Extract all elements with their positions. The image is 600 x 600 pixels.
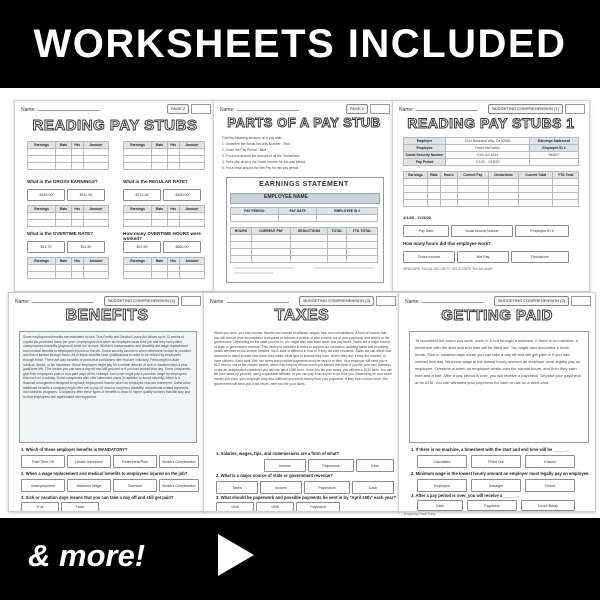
answer-option[interactable]: Paperwork — [304, 481, 350, 494]
worksheet-title: READING PAY STUBS 1 — [407, 115, 575, 131]
answer-option[interactable]: Net Pay — [457, 251, 509, 263]
name-field-label: Name: — [220, 105, 299, 113]
page-badge: BUDGETING COMPREHENSION (1) — [488, 104, 563, 114]
answer-option[interactable]: Employee ID # — [515, 225, 569, 237]
answer-option[interactable]: Paid Time Off — [21, 455, 65, 468]
bottom-banner-text: & more! — [28, 538, 146, 573]
answer-option[interactable]: Cash — [352, 481, 394, 494]
answer-option[interactable]: Deductions — [511, 251, 569, 263]
name-field-label: Name: — [15, 297, 94, 305]
question-1: 1. Salaries, wages, tips, and commissions are a form of what? — [216, 451, 340, 456]
bottom-banner — [0, 518, 600, 600]
answer-option[interactable]: Social Security Number — [451, 225, 513, 237]
answer-option[interactable]: Paperwork — [308, 459, 354, 472]
answer-option[interactable]: Erased — [525, 455, 575, 468]
pay-stub-heading: EARNINGS STATEMENT — [259, 181, 349, 188]
logo-mark — [370, 104, 390, 114]
page-badge: BUDGETING COMPREHENSION (4) — [104, 296, 179, 306]
answer-option[interactable]: Unemployment — [21, 479, 65, 492]
employer-table: Employer 1234 Business Way, Ca 92880 Earnings Statement Employee Feree McCarthy Employee ID # Social Security Number XXX-XX-1234 984827 Pay Period 1/1/20 - 1/15/20 — [403, 137, 579, 166]
passage-text: To document the hours you work, clock in & out through a machine. If there is no machine, a timesheet with the start and end time will be filled out. You might also document a lunch break. Sick or vacation days mean you can take a day off and still get paid or if you had worked that day. Minimum wage is the lowest hourly amount an employer must legally pay an employee. Overtime is when an employee works over the normal hours, and then they earn time and a half. After a pay period is over, you will receive a paycheck. Deposit your paycheck at an ATM. You can withdraw your paycheck for cash or use on a debit card. — [415, 338, 581, 385]
answer-option[interactable]: Cash — [417, 500, 463, 511]
page-badge: BUDGETING COMPREHENSION (2) — [494, 296, 569, 306]
answer-option[interactable]: 1099 — [256, 502, 294, 512]
earnings-table: Earnings Rate Hrs Amount — [27, 141, 109, 170]
instruction-2: 2. Circle the Pay Period - Blue — [222, 148, 267, 152]
answer-option[interactable]: Income — [260, 481, 302, 494]
answer-option[interactable]: $660.00 — [163, 241, 201, 253]
logo-mark — [571, 296, 591, 306]
answer-option[interactable]: 1040 — [216, 502, 254, 512]
question-2: 2. What is a major source of state or government revenue? — [216, 473, 333, 478]
instruction-5: 5. Put a heart around the Net Pay for this pay period. — [222, 166, 300, 170]
question-2: 2. When a wage replacement and medical benefits to employees injured on the job? — [21, 471, 188, 476]
answer-option[interactable]: Manager — [471, 479, 521, 492]
hours-table: HOURS CURRENT PAY DEDUCTIONS TOTAL YTD TOTAL — [230, 227, 378, 263]
answer-option[interactable]: Health Insurance — [67, 455, 111, 468]
answer-option[interactable]: Lunch Break — [521, 500, 575, 511]
worksheet-reading-pay-stubs[interactable] — [14, 100, 216, 292]
question-2: What is the REGULAR RATE? — [123, 179, 188, 184]
answer-option[interactable]: $460.00 — [163, 189, 201, 201]
page-badge: PAGE 2 — [167, 104, 189, 114]
answer-option[interactable]: Pay Date — [403, 225, 449, 237]
top-banner — [0, 0, 600, 88]
page-badge: PAGE 1 — [346, 104, 368, 114]
name-field-label: Name: — [21, 105, 100, 113]
earnings-table: Earnings Rate Hrs Amount — [123, 257, 205, 279]
answer-option[interactable]: Worker's Compensation — [159, 479, 199, 492]
name-field-label: Name: — [405, 297, 484, 305]
answer-option[interactable]: Filled Out — [471, 455, 521, 468]
answer-option[interactable]: $712.38 — [123, 189, 161, 201]
answer-option[interactable]: Calculated — [417, 455, 467, 468]
earnings-detail-table: Earnings Rate Hours Current Pay Deductions Current Total YTD Total — [403, 171, 579, 207]
answer-option[interactable]: Cash — [356, 459, 394, 472]
page-badge: BUDGETING COMPREHENSION (3) — [299, 296, 374, 306]
earnings-table: Earnings Rate Hrs Amount — [123, 141, 205, 170]
question-3: 3. What should be paperwork and possible payments be sent in by "April 15th" each year? — [216, 495, 396, 500]
answer-option[interactable]: Gross Income — [403, 251, 455, 263]
answer-option[interactable]: Employee — [417, 479, 467, 492]
question-1: What is the GROSS EARNINGS? — [27, 179, 98, 184]
question-3: 3. After a pay period is over, you will receive a ______. — [411, 493, 519, 498]
answer-option[interactable]: Retirement Plan — [113, 455, 157, 468]
worksheet-taxes[interactable] — [203, 292, 401, 512]
question-1: 1. Which of these employer benefits is MANDATORY? — [21, 447, 128, 452]
passage-text: Some employment benefits are mandated by law. This Family and Medical Leave Act allows up to 12 weeks of unpaid job-protected leave per year. Unemployment is when an employee loses their job and they can collect unemployment benefits (payment) while out of work. Worker's compensation and disability are wage replacement and medical benefits to employees injured on the job. Social security income is when retirement income is provided and this is funded through taxes. All of these benefits have qualifications in order to be utilized by employees through these. There are also benefits or perks that companies offer that are voluntary. Perks might include medical, dental, or life insurance. Some employers might pay for a certain amount of sick or vacation days a year (paid time off). This means you can take a day off and still get paid or if you had worked that day. Some companies give their employees paid or non-paid days off for holidays, and some might pay a premium wage for employees that work on a holiday. Some companies also offer retirement plans (in addition to social security) which is a financial arrangement designed to replace employment income when an employee reaches retirement. Some other additional benefits a company might offer are to pay for short or long term disability, educational related expenses, and wellness programs. Companies offer these types of benefits to draw in higher quality workers that will stay and so that employees feel appreciated and supported. — [23, 335, 191, 399]
field-row-pay-period: 1/1/20 - 1/15/20 — [403, 215, 432, 220]
answer-option[interactable]: Income — [264, 459, 306, 472]
instruction-3: 3. Put a box around the Amount of all the Deductions. — [222, 154, 301, 158]
logo-mark — [376, 296, 396, 306]
worksheet-title: READING PAY STUBS — [32, 117, 198, 134]
answer-option[interactable]: $440.00 — [27, 189, 65, 201]
answer-option[interactable]: Friend — [525, 479, 575, 492]
logo-mark — [191, 104, 211, 114]
instruction-0: Find the following sections on a pay stub. — [222, 136, 283, 140]
arrow-right-icon — [218, 534, 254, 576]
employee-name-label: EMPLOYEE NAME — [264, 194, 308, 200]
answer-option[interactable]: $511.00 — [67, 189, 105, 201]
logo-mark — [565, 104, 585, 114]
answer-option[interactable]: Minimum Wage — [67, 479, 111, 492]
answer-option[interactable]: True — [21, 502, 59, 512]
question-hours: How many hours did this employee work? — [403, 241, 491, 246]
earnings-table: Earnings Rate Hrs Amount — [27, 205, 109, 227]
question-3: What is the OVERTIME RATE? — [27, 231, 94, 236]
pay-period-table: PAY PERIOD PAY DATE EMPLOYEE ID # — [230, 207, 378, 222]
worksheet-reading-pay-stubs-1[interactable] — [392, 100, 590, 292]
passage-text: When you work, you earn money. Income can consist of salaries, wages, tips, and commissions. A form of income that you will receive from an employer is required to subtract a portion of your income out of your paycheck and send it to the government. Depending on the state you live in, you might also owe state taxes and pay taxes. Taxes are a major source of state or government revenue. This money is collected in taxes to support our education, building roads and providing health services to low-income families. Such state is different in how or if they tax their residents. Sales tax can affect how someone is taxed include how much they make, what type of income they earn, where they live, if they are married, or have children. Each April 15th, tax forms and possible payments must be sent in or filed. Your employer will send you a W-2 form to use to file months before, which has a report of how much you earned that year. If you file your own business or are an independent contractor you will use get a 1099 form. Once you file your taxes, you will see a 1040 form. You can file your taxes by yourself, using a specialist website, or you can pay a tax expert to do it for you. Depending on how much money you earn, your employer may also withhold you some money from your paycheck. If they took out too much, the government will send you a tax return, after you file your taxes. — [214, 331, 392, 386]
earnings-table: Earnings Rate Hrs Amount — [123, 205, 205, 227]
question-1: 1. If there is no machine, a timesheet with the start and end time will be ______. — [411, 447, 569, 452]
worksheet-title: TAXES — [274, 307, 330, 324]
worksheet-getting-paid[interactable] — [398, 292, 596, 512]
answer-option[interactable]: Worker's Compensation — [159, 455, 199, 468]
name-field-label: Name: — [210, 297, 289, 305]
question-3: 3. Sick or vacation days means that you can take a day off and still get paid? — [21, 495, 174, 500]
worksheet-title: GETTING PAID — [441, 307, 553, 324]
note-text: MEDICARE, SOCIAL SECURITY, TAX & STATE TAX are what? — [403, 267, 493, 271]
answer-option[interactable]: $11.50 — [67, 241, 105, 253]
answer-option[interactable]: False — [61, 502, 99, 512]
question-4: How many OVERTIME HOURS were worked? — [123, 231, 201, 241]
footer-credit: Budgeting Made Easy — [404, 512, 436, 516]
worksheet-benefits[interactable] — [8, 292, 206, 512]
instruction-4: 4. Put a star around the Gross Income for this pay period. — [222, 160, 306, 164]
worksheet-parts-of-a-pay-stub[interactable] — [213, 100, 395, 292]
answer-option[interactable]: Paycheck — [296, 502, 340, 512]
question-2: 2. Minimum wage is the lowest hourly amount an employer must legally pay an employee. — [411, 471, 590, 476]
worksheet-title: BENEFITS — [65, 307, 149, 324]
top-banner-text: WORKSHEETS INCLUDED — [33, 21, 567, 66]
answer-option[interactable]: Paycheck — [467, 500, 517, 511]
worksheet-title: PARTS OF A PAY STUB — [227, 115, 381, 130]
answer-option[interactable]: Taxes — [216, 481, 258, 494]
name-field-label: Name: — [399, 105, 478, 113]
answer-option[interactable]: $14.75 — [27, 241, 65, 253]
answer-option[interactable]: Overtime — [113, 479, 157, 492]
answer-option[interactable]: $22.50 — [123, 241, 161, 253]
logo-mark — [181, 296, 201, 306]
instruction-1: 1. Underline the Social Security Number - Red — [222, 142, 290, 146]
earnings-table: Earnings Rate Hrs Amount — [27, 257, 109, 279]
